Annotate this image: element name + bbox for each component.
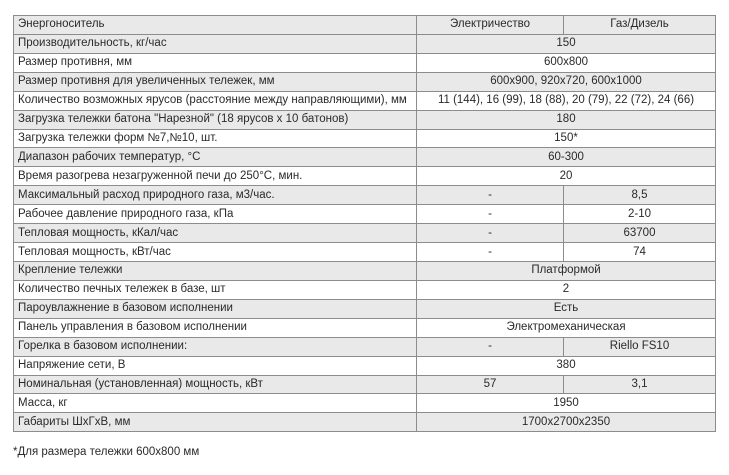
table-row bbox=[14, 72, 716, 91]
header-param: Энергоноситель bbox=[14, 16, 417, 35]
row-value: 1700x2700x2350 bbox=[417, 413, 716, 432]
row-value-electric: - bbox=[417, 243, 564, 262]
row-value: 60-300 bbox=[417, 148, 716, 167]
table-row bbox=[14, 167, 716, 186]
row-value: 150* bbox=[417, 129, 716, 148]
table-row bbox=[14, 110, 716, 129]
row-value: 600x800 bbox=[417, 53, 716, 72]
table-row bbox=[14, 356, 716, 375]
table-row bbox=[14, 243, 716, 262]
row-label: Напряжение сети, В bbox=[14, 356, 417, 375]
table-row bbox=[14, 318, 716, 337]
spec-table bbox=[13, 15, 716, 432]
row-label: Тепловая мощность, кВт/час bbox=[14, 243, 417, 262]
row-value: Электромеханическая bbox=[417, 318, 716, 337]
row-value: 150 bbox=[417, 34, 716, 53]
row-value-gas: 8,5 bbox=[564, 186, 716, 205]
row-value-electric: 57 bbox=[417, 375, 564, 394]
row-label: Размер противня для увеличенных тележек, мм bbox=[14, 72, 417, 91]
table-row bbox=[14, 186, 716, 205]
table-row bbox=[14, 337, 716, 356]
table-row bbox=[14, 91, 716, 110]
table-row bbox=[14, 34, 716, 53]
row-label: Панель управления в базовом исполнении bbox=[14, 318, 417, 337]
row-value: 180 bbox=[417, 110, 716, 129]
row-label: Количество возможных ярусов (расстояние между направляющими), мм bbox=[14, 91, 417, 110]
footnote: *Для размера тележки 600x800 мм bbox=[13, 446, 200, 458]
row-label: Пароувлажнение в базовом исполнении bbox=[14, 299, 417, 318]
row-label: Горелка в базовом исполнении: bbox=[14, 337, 417, 356]
table-row bbox=[14, 224, 716, 243]
table-row bbox=[14, 129, 716, 148]
table-row bbox=[14, 148, 716, 167]
row-value: 20 bbox=[417, 167, 716, 186]
row-value-gas: Riello FS10 bbox=[564, 337, 716, 356]
table-row bbox=[14, 280, 716, 299]
table-row bbox=[14, 261, 716, 280]
row-label: Тепловая мощность, кКал/час bbox=[14, 224, 417, 243]
row-value: Есть bbox=[417, 299, 716, 318]
row-value-gas: 3,1 bbox=[564, 375, 716, 394]
row-label: Загрузка тележки форм №7,№10, шт. bbox=[14, 129, 417, 148]
table-row bbox=[14, 413, 716, 432]
row-label: Габариты ШхГхВ, мм bbox=[14, 413, 417, 432]
row-label: Масса, кг bbox=[14, 394, 417, 413]
row-value-electric: - bbox=[417, 205, 564, 224]
row-label: Производительность, кг/час bbox=[14, 34, 417, 53]
row-value-gas: 74 bbox=[564, 243, 716, 262]
header-electric: Электричество bbox=[417, 16, 564, 35]
table-row bbox=[14, 205, 716, 224]
table-row bbox=[14, 53, 716, 72]
row-label: Рабочее давление природного газа, кПа bbox=[14, 205, 417, 224]
row-label: Время разогрева незагруженной печи до 250°С, мин. bbox=[14, 167, 417, 186]
row-value: Платформой bbox=[417, 261, 716, 280]
row-value-electric: - bbox=[417, 337, 564, 356]
row-label: Количество печных тележек в базе, шт bbox=[14, 280, 417, 299]
table-header-row bbox=[14, 16, 716, 35]
row-label: Диапазон рабочих температур, °С bbox=[14, 148, 417, 167]
row-value-gas: 2-10 bbox=[564, 205, 716, 224]
header-gas: Газ/Дизель bbox=[564, 16, 716, 35]
row-value: 1950 bbox=[417, 394, 716, 413]
row-value: 11 (144), 16 (99), 18 (88), 20 (79), 22 (72), 24 (66) bbox=[417, 91, 716, 110]
row-label: Крепление тележки bbox=[14, 261, 417, 280]
table-row bbox=[14, 375, 716, 394]
row-value: 600x900, 920x720, 600x1000 bbox=[417, 72, 716, 91]
row-label: Размер противня, мм bbox=[14, 53, 417, 72]
row-label: Максимальный расход природного газа, м3/час. bbox=[14, 186, 417, 205]
table-row bbox=[14, 394, 716, 413]
row-value-gas: 63700 bbox=[564, 224, 716, 243]
table-row bbox=[14, 299, 716, 318]
row-value: 380 bbox=[417, 356, 716, 375]
row-value-electric: - bbox=[417, 224, 564, 243]
row-label: Номинальная (установленная) мощность, кВт bbox=[14, 375, 417, 394]
row-label: Загрузка тележки батона "Нарезной" (18 ярусов х 10 батонов) bbox=[14, 110, 417, 129]
row-value-electric: - bbox=[417, 186, 564, 205]
row-value: 2 bbox=[417, 280, 716, 299]
